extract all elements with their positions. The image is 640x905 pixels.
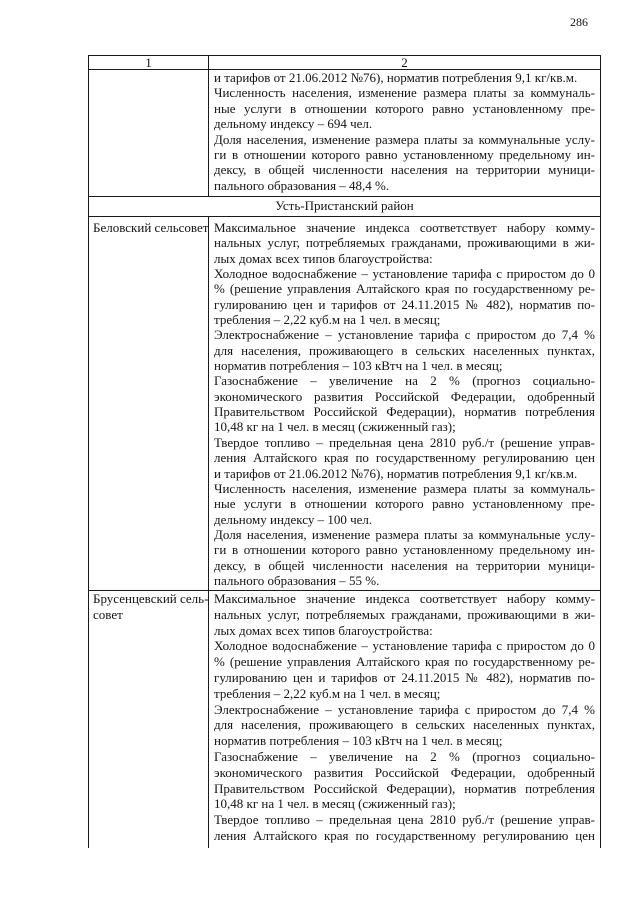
paragraph: [214, 527, 595, 588]
text-line: Доля населения, изменение размера платы за коммунальные услу-: [214, 526, 595, 542]
indicator-text-cell: [209, 217, 600, 590]
paragraph: [214, 70, 595, 85]
paragraph: [214, 373, 595, 434]
text-line: для населения, проживающего в сельских населенных пунктах,: [214, 342, 595, 358]
district-heading-row: [88, 196, 601, 216]
text-line: дексу, в общей численности населения на территории муници-: [214, 162, 595, 178]
settlement-name: совет: [93, 606, 123, 622]
text-line: дельному индексу – 694 чел.: [214, 116, 373, 132]
paragraph: [214, 638, 595, 701]
table-header-cell-2: 2: [401, 55, 408, 70]
text-line: лых домах всех типов благоустройства:: [214, 250, 433, 266]
text-line: Газоснабжение – увеличение на 2 % (прогноз социально-: [214, 373, 595, 389]
text-line: Численность населения, изменение размера платы за коммуналь-: [214, 85, 595, 101]
text-line: Правительством Российской Федерации), норматив потребления: [214, 780, 595, 796]
paragraph: [214, 85, 595, 131]
text-line: ги в отношении которого равно установленному предельному ин-: [214, 542, 595, 558]
text-line: Максимальное значение индекса соответствует набору комму-: [214, 591, 595, 606]
text-line: требления – 2,22 куб.м на 1 чел. в месяц;: [214, 312, 441, 328]
text-line: ги в отношении которого равно установленному предельному ин-: [214, 146, 595, 162]
paragraph: [214, 702, 595, 749]
text-line: % (решение управления Алтайского края по государственному ре-: [214, 654, 595, 670]
text-line: норматив потребления – 103 кВтч на 1 чел. в месяц;: [214, 733, 503, 749]
text-line: Холодное водоснабжение – установление тарифа с приростом до 0: [214, 638, 595, 654]
text-line: и тарифов от 21.06.2012 №76), норматив потребления 9,1 кг/кв.м.: [214, 70, 578, 85]
paragraph: [214, 266, 595, 327]
text-line: 10,48 кг на 1 чел. в месяц (сжиженный газ);: [214, 419, 456, 435]
paragraph: [214, 749, 595, 812]
text-line: Газоснабжение – увеличение на 2 % (прогноз социально-: [214, 748, 595, 764]
text-line: ления Алтайского края по государственному регулированию цен: [214, 450, 595, 466]
table-row-settlement: [88, 216, 601, 590]
settlement-name-cell: [89, 591, 209, 848]
text-line: Правительством Российской Федерации), норматив потребления: [214, 404, 595, 420]
text-line: экономического развития Российской Федерации, одобренный: [214, 388, 595, 404]
table-row-settlement: [88, 590, 601, 848]
text-line: Максимальное значение индекса соответствует набору комму-: [214, 220, 595, 235]
text-line: для населения, проживающего в сельских населенных пунктах,: [214, 717, 595, 733]
text-line: ные услуги в отношении которого равно установленному пре-: [214, 100, 595, 116]
text-line: лых домах всех типов благоустройства:: [214, 622, 433, 638]
text-line: пального образования – 48,4 %.: [214, 177, 390, 193]
district-heading: Усть-Пристанский район: [275, 198, 414, 213]
indicator-text-cell: [209, 70, 600, 196]
text-line: гулированию цен и тарифов от 24.11.2015 № 482), норматив по-: [214, 296, 595, 312]
text-line: ления Алтайского края по государственному регулированию цен: [214, 827, 595, 843]
paragraph: [214, 481, 595, 527]
text-line: дексу, в общей численности населения на территории муници-: [214, 557, 595, 573]
text-line: Доля населения, изменение размера платы за коммунальные услу-: [214, 131, 595, 147]
paragraph: [214, 435, 595, 481]
settlement-name-cell: [89, 70, 209, 196]
text-line: дельному индексу – 100 чел.: [214, 511, 373, 527]
paragraph: [214, 812, 595, 844]
paragraph: [214, 327, 595, 373]
text-line: гулированию цен и тарифов от 24.11.2015 № 482), норматив по-: [214, 669, 595, 685]
settlement-name-cell: [89, 217, 209, 590]
table-header-cell-1: 1: [89, 56, 209, 69]
text-line: требления – 2,22 куб.м на 1 чел. в месяц;: [214, 685, 441, 701]
indicator-text-cell: [209, 591, 600, 848]
text-line: Твердое топливо – предельная цена 2810 руб./т (решение управ-: [214, 812, 595, 828]
text-line: норматив потребления – 103 кВтч на 1 чел. в месяц;: [214, 358, 503, 374]
text-line: экономического развития Российской Федерации, одобренный: [214, 764, 595, 780]
paragraph: [214, 220, 595, 266]
text-line: ные услуги в отношении которого равно установленному пре-: [214, 496, 595, 512]
table-header-row: [88, 55, 601, 69]
text-line: и тарифов от 21.06.2012 №76), норматив потребления 9,1 кг/кв.м.: [214, 465, 578, 481]
text-line: 10,48 кг на 1 чел. в месяц (сжиженный газ);: [214, 796, 456, 812]
text-line: нальных услуг, потребляемых гражданами, проживающими в жи-: [214, 235, 595, 251]
text-line: пального образования – 55 %.: [214, 572, 380, 588]
settlement-name: Брусенцевский сель-: [93, 591, 209, 606]
settlement-name: Беловский сельсовет: [93, 220, 209, 235]
text-line: % (решение управления Алтайского края по государственному ре-: [214, 281, 595, 297]
text-line: Численность населения, изменение размера платы за коммуналь-: [214, 480, 595, 496]
text-line: Электроснабжение – установление тарифа с приростом до 7,4 %: [214, 701, 595, 717]
text-line: Твердое топливо – предельная цена 2810 руб./т (решение управ-: [214, 434, 595, 450]
table-row-continuation: [88, 69, 601, 196]
text-line: Электроснабжение – установление тарифа с приростом до 7,4 %: [214, 327, 595, 343]
text-line: нальных услуг, потребляемых гражданами, проживающими в жи-: [214, 606, 595, 622]
page-number: 286: [570, 15, 588, 29]
paragraph: [214, 591, 595, 638]
paragraph: [214, 132, 595, 194]
text-line: Холодное водоснабжение – установление тарифа с приростом до 0: [214, 266, 595, 282]
